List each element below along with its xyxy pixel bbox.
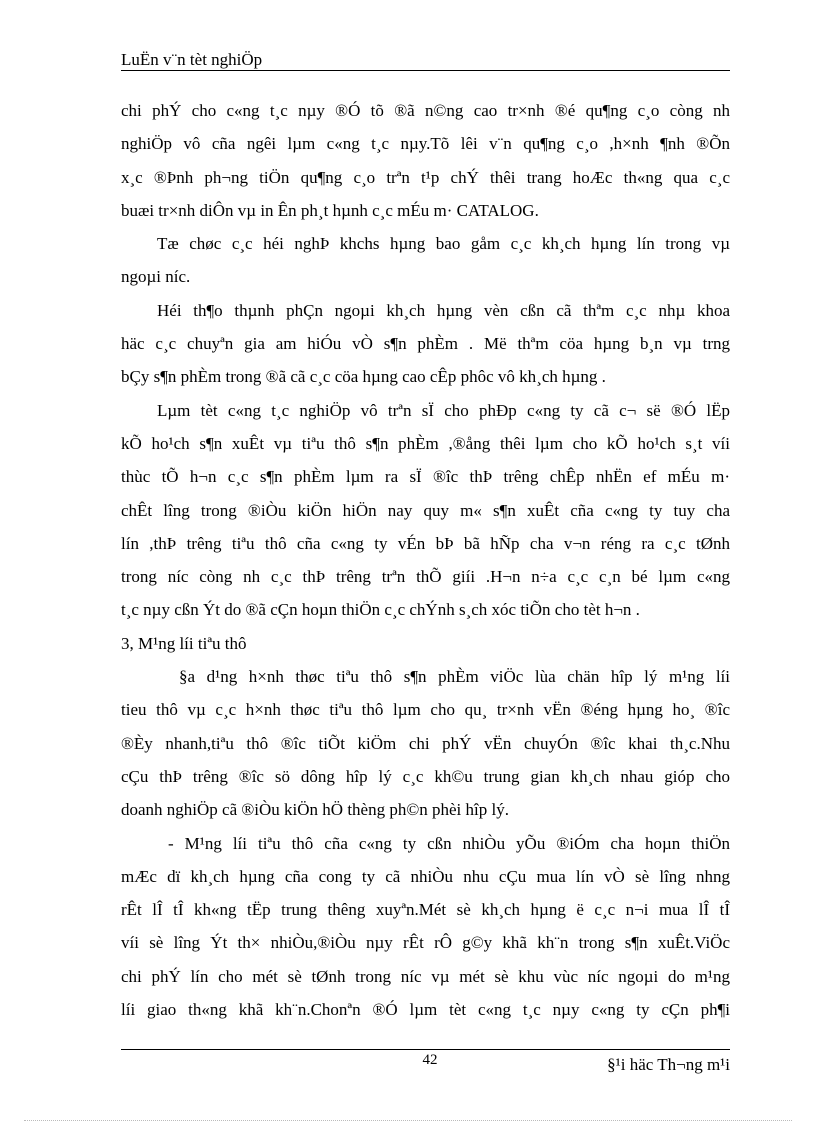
text-line: ®Èy nhanh,tiªu thô ®îc tiÕt kiÖm chi phÝ vËn chuyÓn ®îc khai th¸c.Nhu: [121, 733, 730, 753]
footer-school-name: §¹i häc Th¬ng m¹i: [607, 1055, 730, 1074]
text-line: víi sè lîng Ýt th× nhiÒu,®iÒu nµy rÊt rÔ g©y khã kh¨n trong s¶n xuÊt.ViÖc: [121, 933, 730, 953]
running-header-title: LuËn v¨n tèt nghiÖp: [121, 50, 263, 69]
header-rule: [121, 70, 730, 71]
text-line: buæi tr×nh diÔn vµ in Ên ph¸t hµnh c¸c mÉu m· CATALOG.: [121, 200, 539, 220]
page-bottom-dotted-border: [24, 1120, 792, 1121]
text-line: ngoµi níc.: [121, 267, 191, 287]
text-line: mÆc dï kh¸ch hµng cña cong ty cã nhiÒu nhu cÇu mua lín vÒ sè lîng nhng: [121, 866, 730, 886]
page-number: 42: [422, 1052, 438, 1068]
text-line: §a d¹ng h×nh thøc tiªu thô s¶n phÈm viÖc lùa chän hîp lý m¹ng líi: [179, 667, 730, 687]
text-line: rÊt lÎ tÎ kh«ng tËp trung thêng xuyªn.Mét sè kh¸ch hµng ë c¸c n¬i mua lÎ tÎ: [121, 900, 730, 920]
text-line: trong níc còng nh c¸c thÞ trêng trªn thÕ giíi .H¬n n÷a c¸c c¸n bé lµm c«ng: [121, 567, 730, 587]
text-line: t¸c nµy cßn Ýt do ®ã cÇn hoµn thiÖn c¸c chÝnh s¸ch xóc tiÕn cho tèt h¬n .: [121, 600, 640, 620]
text-line: x¸c ®Þnh ph¬ng tiÖn qu¶ng c¸o trªn t¹p chÝ thêi trang hoÆc th«ng qua c¸c: [121, 167, 730, 187]
text-line: nghiÖp vô cña ngêi lµm c«ng t¸c nµy.Tõ lêi v¨n qu¶ng c¸o ,h×nh ¶nh ®Õn: [121, 134, 730, 154]
section-heading: 3, M¹ng líi tiªu thô: [121, 633, 247, 653]
footer-rule: [121, 1049, 730, 1050]
text-line: häc c¸c chuyªn gia am hiÓu vÒ s¶n phÈm . Më thªm cöa hµng b¸n vµ trng: [121, 334, 730, 354]
text-line: bÇy s¶n phÈm trong ®ã cã c¸c cöa hµng cao cÊp phôc vô kh¸ch hµng .: [121, 367, 606, 387]
text-line: kÕ ho¹ch s¶n xuÊt vµ tiªu thô s¶n phÈm ,®ång thêi lµm cho kÕ ho¹ch s¸t víi: [121, 433, 730, 453]
text-line: - M¹ng líi tiªu thô cña c«ng ty cßn nhiÒu yÕu ®iÓm cha hoµn thiÖn: [168, 833, 730, 853]
text-line: chi phÝ lín cho mét sè tØnh trong níc vµ mét sè khu vùc níc ngoµi do m¹ng: [121, 966, 730, 986]
text-line: tieu thô vµ c¸c h×nh thøc tiªu thô lµm cho qu¸ tr×nh vËn ®éng hµng ho¸ ®îc: [121, 700, 730, 720]
text-line: Tæ chøc c¸c héi nghÞ khchs hµng bao gåm c¸c kh¸ch hµng lín trong vµ: [157, 234, 730, 254]
text-line: chÊt lîng trong ®iÒu kiÖn hiÖn nay quy m« s¶n xuÊt cña c«ng ty tuy cha: [121, 500, 730, 520]
body-text: [121, 94, 730, 1026]
text-line: cÇu thÞ trêng ®îc sö dông hîp lý c¸c kh©u trung gian kh¸ch nhau gióp cho: [121, 766, 730, 786]
text-line: Lµm tèt c«ng t¸c nghiÖp vô trªn sÏ cho phÐp c«ng ty cã c¬ së ®Ó lËp: [157, 400, 730, 420]
text-line: doanh nghiÖp cã ®iÒu kiÖn hÖ thèng ph©n phèi hîp lý.: [121, 800, 509, 820]
text-line: líi giao th«ng khã kh¨n.Chonªn ®Ó lµm tèt c«ng t¸c nµy c«ng ty cÇn ph¶i: [121, 1000, 730, 1020]
text-line: Héi th¶o thµnh phÇn ngoµi kh¸ch hµng vèn cßn cã thªm c¸c nhµ khoa: [157, 300, 730, 320]
text-line: chi phÝ cho c«ng t¸c nµy ®Ó tõ ®ã n©ng cao tr×nh ®é qu¶ng c¸o còng nh: [121, 101, 730, 120]
text-line: lín ,thÞ trêng tiªu thô cña c«ng ty vÉn bÞ bã hÑp cha v¬n réng ra c¸c tØnh: [121, 533, 730, 553]
text-line: thùc tÕ h¬n c¸c s¶n phÈm lµm ra sÏ ®îc thÞ trêng chÊp nhËn ef mÉu m·: [121, 467, 730, 487]
